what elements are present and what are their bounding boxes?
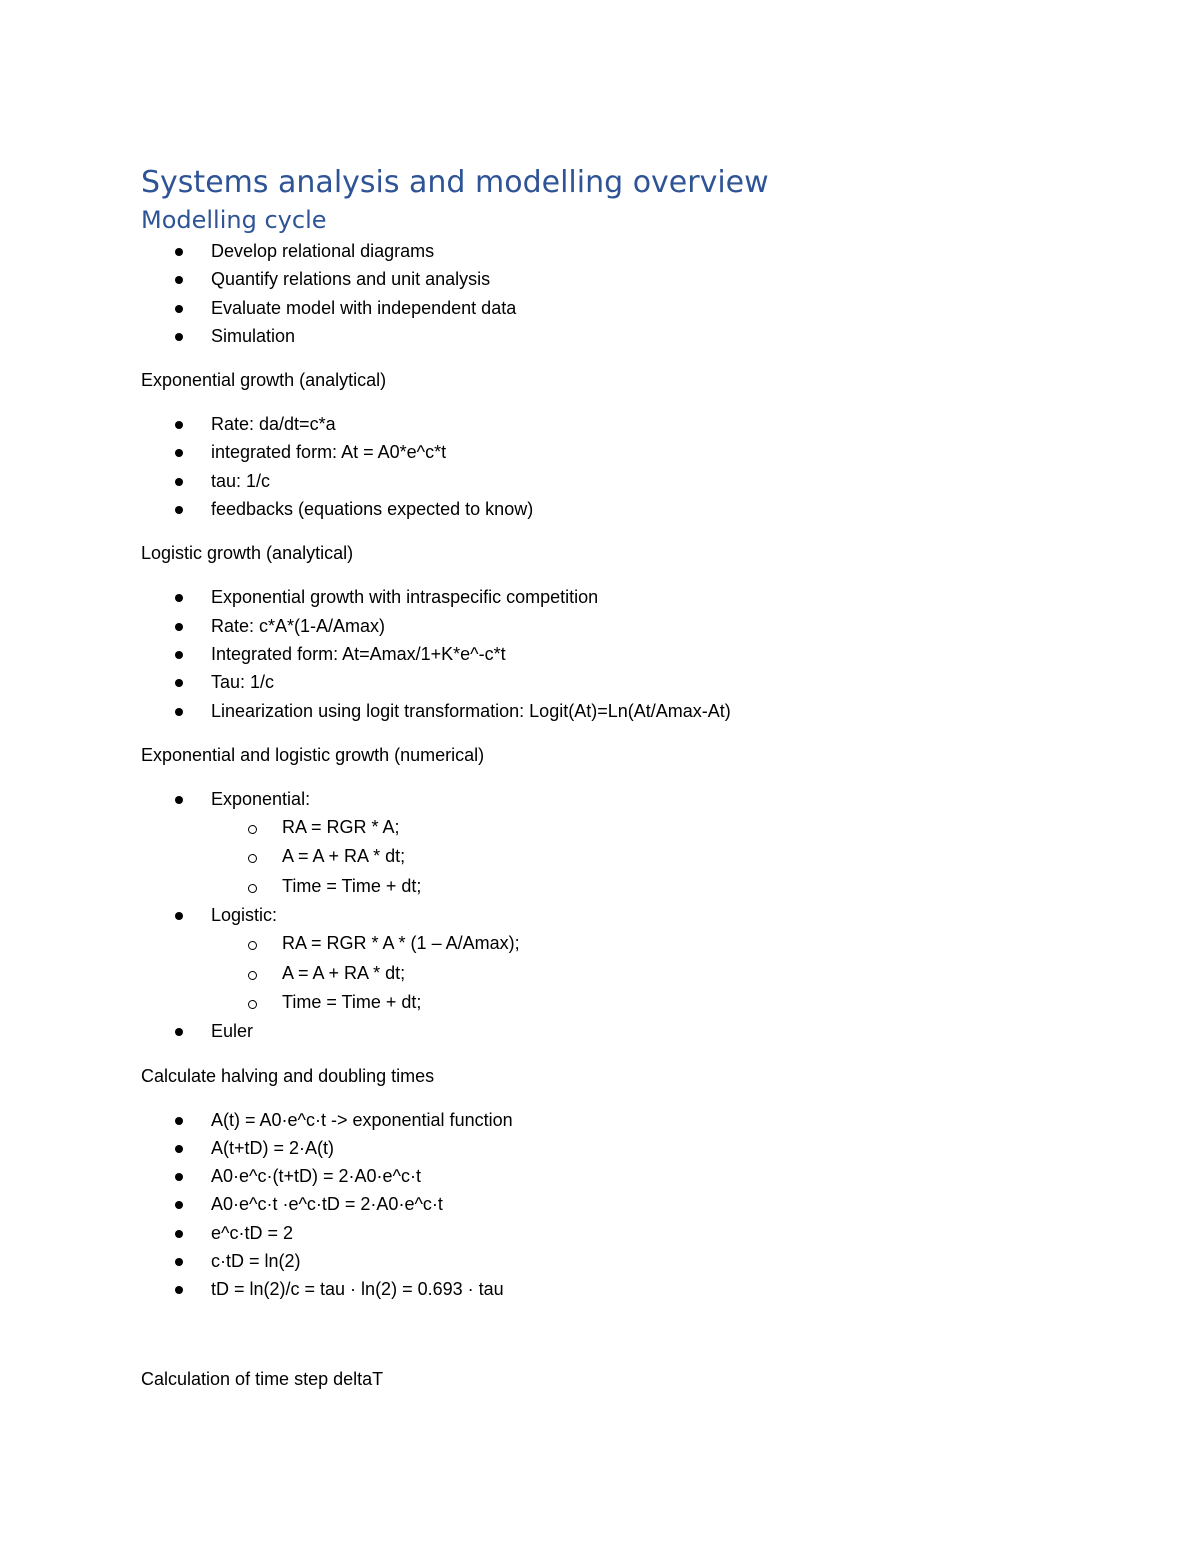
bullet-icon [175, 333, 183, 341]
bullet-icon [175, 1201, 183, 1209]
list-item: tau: 1/c [141, 467, 1121, 495]
exponential-growth-list [141, 410, 1121, 523]
bullet-icon [175, 478, 183, 486]
heading-logistic-growth: Logistic growth (analytical) [141, 543, 354, 564]
sub-list-item: RA = RGR * A; [141, 813, 1121, 842]
bullet-icon [175, 594, 183, 602]
bullet-icon [175, 449, 183, 457]
list-item: e^c·tD = 2 [141, 1219, 1121, 1247]
list-item: A(t) = A0·e^c·t -> exponential function [141, 1106, 1121, 1134]
bullet-icon [175, 1117, 183, 1125]
list-item: Integrated form: At=Amax/1+K*e^-c*t [141, 640, 1121, 668]
sub-list-item: RA = RGR * A * (1 – A/Amax); [141, 929, 1121, 958]
circle-bullet-icon [248, 854, 257, 863]
list-item: Linearization using logit transformation: Logit(At)=Ln(At/Amax-At) [141, 697, 1121, 725]
bullet-icon [175, 1145, 183, 1153]
list-item: integrated form: At = A0*e^c*t [141, 438, 1121, 466]
logistic-steps-list [211, 929, 1121, 1017]
list-item: A(t+tD) = 2·A(t) [141, 1134, 1121, 1162]
modelling-cycle-list [141, 237, 1121, 350]
list-item: c·tD = ln(2) [141, 1247, 1121, 1275]
bullet-icon [175, 651, 183, 659]
bullet-icon [175, 276, 183, 284]
document-title: Systems analysis and modelling overview [141, 165, 769, 200]
numerical-growth-list [141, 785, 1121, 1046]
list-item: Rate: da/dt=c*a [141, 410, 1121, 438]
list-item: Logistic: RA = RGR * A * (1 – A/Amax); A = A + RA * dt; Time = Time + dt; [141, 901, 1121, 1017]
sub-list-item: Time = Time + dt; [141, 872, 1121, 901]
bullet-icon [175, 1230, 183, 1238]
list-item: feedbacks (equations expected to know) [141, 495, 1121, 523]
list-item: Evaluate model with independent data [141, 294, 1121, 322]
bullet-icon [175, 421, 183, 429]
list-item: Euler [141, 1017, 1121, 1045]
circle-bullet-icon [248, 941, 257, 950]
list-item: Exponential growth with intraspecific competition [141, 583, 1121, 611]
bullet-icon [175, 305, 183, 313]
logistic-growth-list [141, 583, 1121, 724]
bullet-icon [175, 623, 183, 631]
heading-halving-doubling: Calculate halving and doubling times [141, 1065, 435, 1086]
circle-bullet-icon [248, 1000, 257, 1009]
sub-list-item: Time = Time + dt; [141, 988, 1121, 1017]
exponential-steps-list [211, 813, 1121, 901]
section-heading-modelling-cycle: Modelling cycle [141, 206, 327, 234]
list-item: Tau: 1/c [141, 668, 1121, 696]
bullet-icon [175, 1286, 183, 1294]
heading-time-step: Calculation of time step deltaT [141, 1368, 384, 1389]
list-item: Quantify relations and unit analysis [141, 265, 1121, 293]
document-page [141, 163, 1121, 1393]
heading-numerical-growth: Exponential and logistic growth (numerical) [141, 744, 485, 765]
list-item: A0·e^c·t ·e^c·tD = 2·A0·e^c·t [141, 1190, 1121, 1218]
sub-list-item: A = A + RA * dt; [141, 842, 1121, 871]
list-item: tD = ln(2)/c = tau · ln(2) = 0.693 · tau [141, 1275, 1121, 1303]
list-item: Rate: c*A*(1-A/Amax) [141, 612, 1121, 640]
bullet-icon [175, 1173, 183, 1181]
bullet-icon [175, 796, 183, 804]
bullet-icon [175, 1258, 183, 1266]
bullet-icon [175, 679, 183, 687]
heading-exponential-growth: Exponential growth (analytical) [141, 370, 387, 391]
bullet-icon [175, 1028, 183, 1036]
circle-bullet-icon [248, 884, 257, 893]
list-item: A0·e^c·(t+tD) = 2·A0·e^c·t [141, 1162, 1121, 1190]
circle-bullet-icon [248, 971, 257, 980]
list-item: Simulation [141, 322, 1121, 350]
circle-bullet-icon [248, 825, 257, 834]
list-item: Develop relational diagrams [141, 237, 1121, 265]
bullet-icon [175, 248, 183, 256]
sub-list-item: A = A + RA * dt; [141, 959, 1121, 988]
halving-doubling-list [141, 1106, 1121, 1304]
bullet-icon [175, 506, 183, 514]
bullet-icon [175, 708, 183, 716]
list-item: Exponential: RA = RGR * A; A = A + RA * dt; Time = Time + dt; [141, 785, 1121, 901]
bullet-icon [175, 912, 183, 920]
